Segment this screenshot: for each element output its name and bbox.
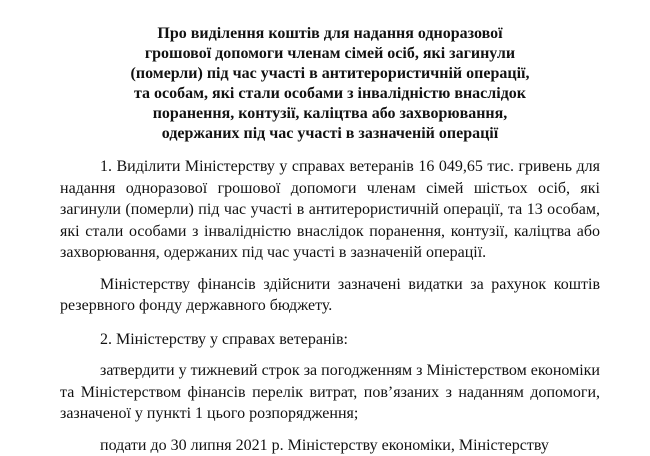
document-title [60, 24, 600, 144]
paragraph-finance-ministry: Міністерству фінансів здійснити зазначені видатки за рахунок коштів резервного фонду державного бюджету. [60, 274, 600, 317]
title-line: (померли) під час участі в антитерористичній операції, [60, 64, 600, 84]
document-body [60, 156, 600, 456]
paragraph-submit-report: подати до 30 липня 2021 р. Міністерству економіки, Міністерству [60, 435, 600, 456]
paragraph-approve-list: затвердити у тижневий строк за погодженням з Міністерством економіки та Міністерством фінансів перелік витрат, пов’язаних з наданням допомоги, зазначеної у пункті 1 цього розпорядження; [60, 360, 600, 425]
title-line: одержаних під час участі в зазначеній операції [60, 124, 600, 144]
title-line: та особам, які стали особами з інвалідністю внаслідок [60, 84, 600, 104]
paragraph-item-1: 1. Виділити Міністерству у справах ветеранів 16 049,65 тис. гривень для надання одноразової грошової допомоги членам сімей шістьох осіб, які загинули (померли) під час участі в антитерористичній операції, та 13 особам, які стали особами з інвалідністю внаслідок поранення, контузії, каліцтва або захворювання, одержаних під час участі в зазначеній операції. [60, 156, 600, 264]
title-line: Про виділення коштів для надання одноразової [60, 24, 600, 44]
paragraph-item-2: 2. Міністерству у справах ветеранів: [60, 329, 600, 351]
title-line: поранення, контузії, каліцтва або захворювання, [60, 104, 600, 124]
title-line: грошової допомоги членам сімей осіб, які загинули [60, 44, 600, 64]
